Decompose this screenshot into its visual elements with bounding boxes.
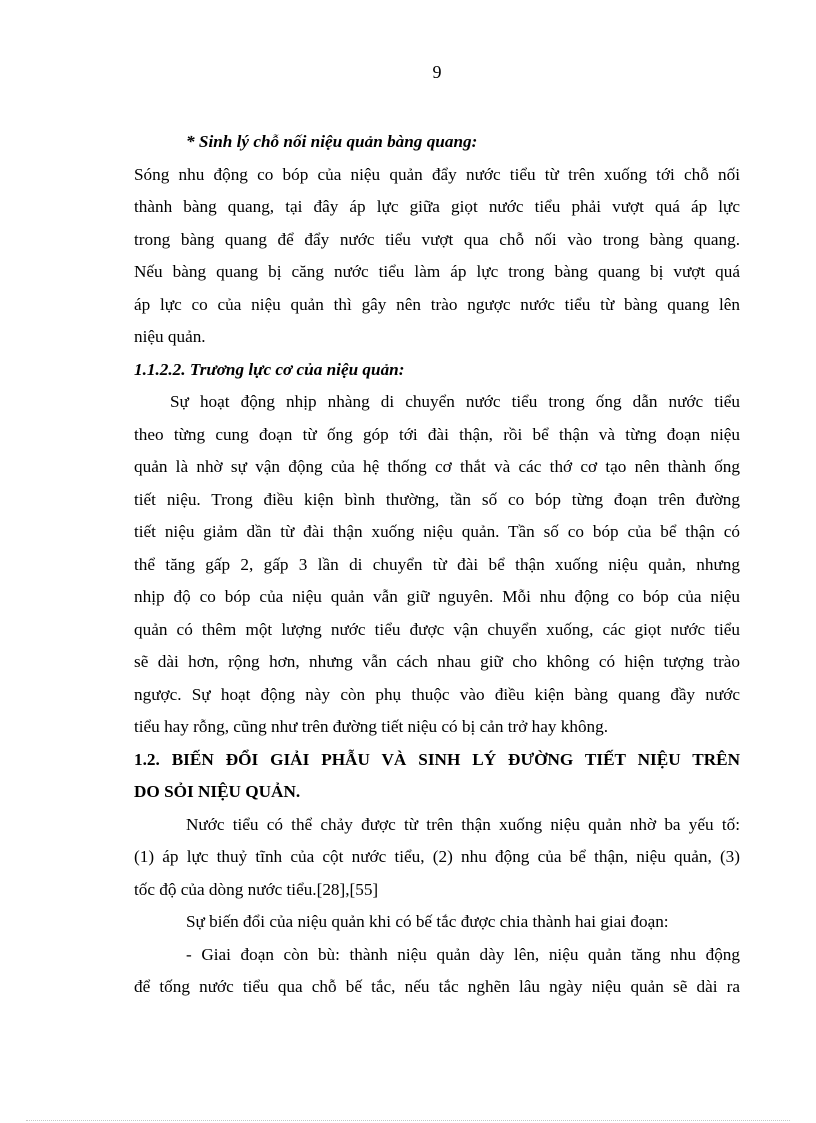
text-line: (1) áp lực thuỷ tĩnh của cột nước tiểu, (2) nhu động của bể thận, niệu quản, (3) bbox=[134, 847, 740, 866]
text-line: Sóng nhu động co bóp của niệu quản đẩy nước tiểu từ trên xuống tới chỗ nối bbox=[134, 164, 740, 184]
paragraph-ureterovesical bbox=[134, 159, 740, 354]
text-line: tốc độ của dòng nước tiểu.[28],[55] bbox=[134, 879, 379, 899]
text-line: quản là nhờ sự vận động của hệ thống cơ thắt và các thớ cơ tạo nên thành ống bbox=[134, 457, 740, 476]
text-line: để tống nước tiểu qua chỗ bế tắc, nếu tắc nghẽn lâu ngày niệu quản sẽ dài ra bbox=[134, 977, 740, 996]
text-line: Sự hoạt động nhịp nhàng di chuyển nước tiểu trong ống dẫn nước tiểu bbox=[170, 392, 740, 411]
text-line: niệu quản. bbox=[134, 327, 206, 346]
text-line: tiểu hay rỗng, cũng như trên đường tiết niệu có bị cản trở hay không. bbox=[134, 717, 609, 736]
paragraph-obstruction-stages: Sự biến đổi của niệu quản khi có bế tắc được chia thành hai giai đoạn: bbox=[186, 912, 669, 931]
section-heading-1-2 bbox=[134, 744, 740, 809]
text-line: nhịp độ co bóp của niệu quản vẫn giữ nguyên. Mỗi nhu động co bóp của niệu bbox=[134, 587, 740, 606]
page-number: 9 bbox=[432, 62, 442, 82]
paragraph-ureter-tone bbox=[134, 386, 740, 744]
text-line: trong bàng quang để đẩy nước tiểu vượt qua chỗ nối vào trong bàng quang. bbox=[134, 229, 740, 249]
paragraph-compensated-stage bbox=[134, 939, 740, 1004]
text-line: Nước tiểu có thể chảy được từ trên thận xuống niệu quản nhờ ba yếu tố: bbox=[186, 814, 740, 834]
section-heading-1-1-2-2: 1.1.2.2. Trương lực cơ của niệu quản: bbox=[134, 359, 405, 379]
text-line: - Giai đoạn còn bù: thành niệu quản dày lên, niệu quản tăng nhu động bbox=[186, 944, 740, 964]
text-line: áp lực co của niệu quản thì gây nên trào ngược nước tiểu từ bàng quang lên bbox=[134, 294, 740, 314]
text-line: quản có thêm một lượng nước tiểu được vận chuyển xuống, các giọt nước tiểu bbox=[134, 619, 740, 639]
text-line: ngược. Sự hoạt động này còn phụ thuộc vào điều kiện bàng quang đầy nước bbox=[134, 684, 740, 704]
text-line: tiết niệu giảm dần từ đài thận xuống niệu quản. Tần số co bóp của bể thận có bbox=[134, 522, 740, 541]
text-line: sẽ dài hơn, rộng hơn, nhưng vẫn cách nhau giữ cho không có hiện tượng trào bbox=[134, 652, 740, 671]
page-bottom-rule bbox=[26, 1120, 790, 1121]
paragraph-urine-flow bbox=[134, 809, 740, 907]
subheading-ureterovesical-junction: * Sinh lý chỗ nối niệu quản bàng quang: bbox=[186, 132, 478, 151]
text-line: theo từng cung đoạn từ ống góp tới đài thận, rồi bể thận và từng đoạn niệu bbox=[134, 424, 740, 444]
document-body bbox=[134, 126, 740, 1004]
heading-line: 1.2. BIẾN ĐỔI GIẢI PHẪU VÀ SINH LÝ ĐƯỜNG TIẾT NIỆU TRÊN bbox=[134, 749, 740, 769]
heading-line: DO SỎI NIỆU QUẢN. bbox=[134, 782, 301, 801]
text-line: tiết niệu. Trong điều kiện bình thường, tần số co bóp từng đoạn trên đường bbox=[134, 489, 740, 509]
text-line: thể tăng gấp 2, gấp 3 lần di chuyển từ đài bể thận xuống niệu quản, nhưng bbox=[134, 554, 740, 574]
text-line: Nếu bàng quang bị căng nước tiểu làm áp lực trong bàng quang bị vượt quá bbox=[134, 262, 740, 281]
text-line: thành bàng quang, tại đây áp lực giữa giọt nước tiểu phải vượt quá áp lực bbox=[134, 197, 740, 216]
